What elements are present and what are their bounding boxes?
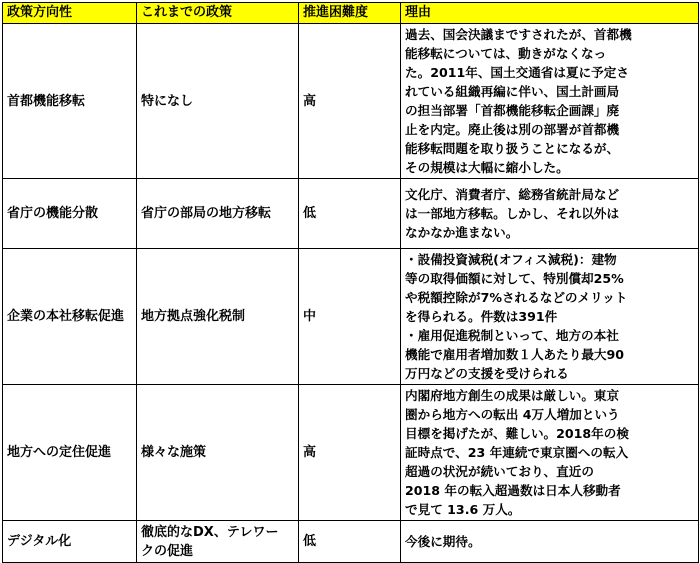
cell-direction: デジタル化 <box>3 521 137 563</box>
header-difficulty: 推進困難度 <box>299 3 401 24</box>
reason-line: の担当部署「首都機能移転企画課」廃 <box>405 103 620 118</box>
cell-difficulty: 高 <box>299 385 401 521</box>
reason-line: ・設備投資減税(オフィス減税)：建物 <box>405 252 617 267</box>
reason-line: 内閣府地方創生の成果は厳しい。東京 <box>405 388 620 403</box>
cell-policy <box>137 521 299 563</box>
reason-line: 圏から地方への転出 4万人増加という <box>405 407 620 422</box>
cell-reason <box>401 385 699 521</box>
reason-line: なかなか進まない。 <box>405 225 519 240</box>
reason-line: 止を内定。廃止後は別の部署が首都機 <box>405 122 620 137</box>
cell-difficulty: 高 <box>299 24 401 179</box>
reason-line: その規模は大幅に縮小した。 <box>405 160 569 175</box>
reason-line: 機能で雇用者増加数１人あたり最大90 <box>405 347 625 362</box>
reason-line: 能移転については、動きがなくなっ <box>405 46 607 61</box>
reason-line: 文化庁、消費者庁、総務省統計局など <box>405 187 620 202</box>
table-row <box>3 249 699 385</box>
reason-line: た。2011年、国土交通省は夏に予定さ <box>405 65 629 80</box>
table-row <box>3 179 699 249</box>
reason-line: 証時点で、23 年連続で東京圏への転入 <box>405 445 629 460</box>
reason-line: 超過の状況が続いており、直近の <box>405 464 594 479</box>
table-row <box>3 24 699 179</box>
reason-line: ・雇用促進税制といって、地方の本社 <box>405 328 619 343</box>
reason-line: 等の取得価額に対して、特別償却25% <box>405 271 624 286</box>
cell-reason <box>401 249 699 385</box>
reason-line: 目標を掲げたが、難しい。2018年の検 <box>405 426 629 441</box>
header-policy: これまでの政策 <box>137 3 299 24</box>
table-header <box>3 3 699 24</box>
cell-direction: 省庁の機能分散 <box>3 179 137 249</box>
reason-line: 今後に期待。 <box>405 534 481 549</box>
reason-line: で見て 13.6 万人。 <box>405 502 521 517</box>
cell-policy: 様々な施策 <box>137 385 299 521</box>
cell-reason <box>401 179 699 249</box>
cell-direction: 首都機能移転 <box>3 24 137 179</box>
cell-reason <box>401 24 699 179</box>
table-row <box>3 521 699 563</box>
reason-line: や税額控除が7%されるなどのメリット <box>405 290 628 305</box>
cell-difficulty: 低 <box>299 521 401 563</box>
cell-difficulty: 中 <box>299 249 401 385</box>
header-direction: 政策方向性 <box>3 3 137 24</box>
reason-line: 2018 年の転入超過数は日本人移動者 <box>405 483 621 498</box>
cell-policy: 特になし <box>137 24 299 179</box>
reason-line: を得られる。件数は391件 <box>405 309 558 324</box>
reason-line: 能移転問題を取り扱うことになるが、 <box>405 141 620 156</box>
reason-line: れている組織再編に伴い、国土計画局 <box>405 84 620 99</box>
policy-line: 徹底的なDX、テレワー <box>141 524 279 540</box>
cell-direction: 地方への定住促進 <box>3 385 137 521</box>
table-row <box>3 385 699 521</box>
cell-direction: 企業の本社移転促進 <box>3 249 137 385</box>
reason-line: 過去、国会決議まですされたが、首都機 <box>405 27 632 42</box>
cell-reason <box>401 521 699 563</box>
policy-line: クの促進 <box>141 543 194 559</box>
cell-policy: 地方拠点強化税制 <box>137 249 299 385</box>
cell-difficulty: 低 <box>299 179 401 249</box>
reason-line: 万円などの支援を受けられる <box>405 366 569 381</box>
cell-policy: 省庁の部局の地方移転 <box>137 179 299 249</box>
header-reason: 理由 <box>401 3 699 24</box>
policy-table <box>2 2 699 563</box>
reason-line: は一部地方移転。しかし、それ以外は <box>405 206 620 221</box>
